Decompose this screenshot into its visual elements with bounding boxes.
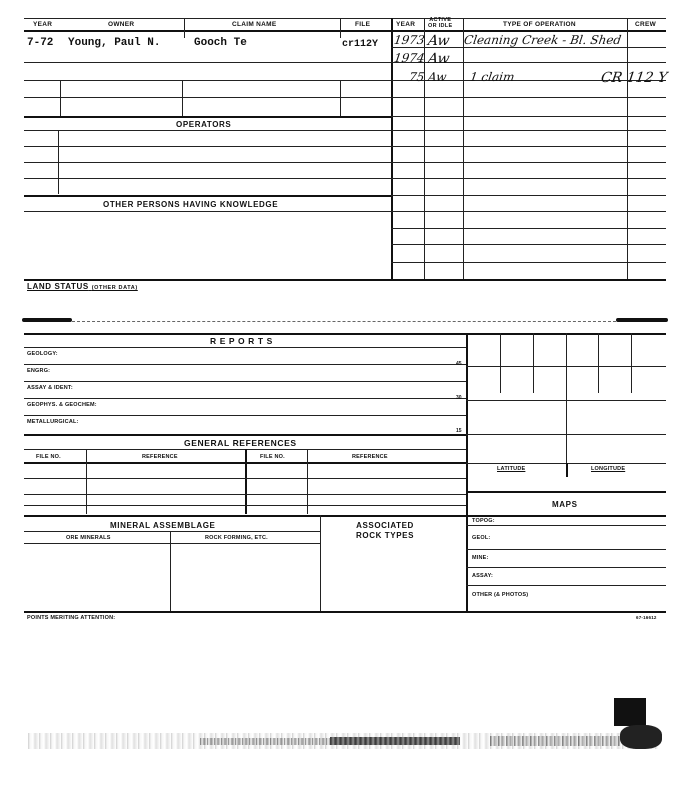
other-persons-heading: OTHER PERSONS HAVING KNOWLEDGE	[103, 200, 279, 209]
general-references-heading: GENERAL REFERENCES	[184, 438, 297, 448]
other-persons-top-rule	[24, 195, 391, 197]
col-rule-type-crew	[627, 18, 628, 280]
owner-rule-1	[24, 62, 391, 63]
log-rule-11	[391, 211, 666, 212]
maps-heading: MAPS	[552, 500, 578, 509]
log-bottom-rule	[24, 279, 666, 281]
report-margin-30: 30	[456, 395, 462, 401]
scan-dark-block	[614, 698, 646, 726]
other-persons-rule-1	[24, 211, 391, 212]
land-status-heading: LAND STATUS (OTHER DATA)	[27, 282, 138, 291]
log-row-2-status: Aw	[426, 51, 451, 67]
col-rule-owner-claim	[184, 18, 185, 38]
scan-smudge-right	[616, 318, 668, 322]
location-grid-h2	[466, 400, 666, 401]
maps-other: OTHER (& PHOTOS)	[472, 592, 529, 598]
maps-topog: TOPOG:	[472, 518, 495, 524]
reports-bottom-rule	[24, 434, 466, 436]
col-rule-file-log	[391, 18, 393, 280]
form-bottom-rule	[24, 611, 666, 613]
operators-rule-1	[24, 130, 391, 131]
general-references-col-ref-2: REFERENCE	[352, 454, 388, 460]
log-row-1-status: Aw	[426, 33, 451, 49]
maps-assay: ASSAY:	[472, 573, 494, 579]
owner-rule-2	[24, 80, 391, 81]
log-rule-6	[391, 130, 666, 131]
scan-smudge-left	[22, 318, 72, 322]
land-status-note: (OTHER DATA)	[91, 285, 138, 291]
log-row-3-year: 75	[408, 70, 426, 84]
report-margin-15: 15	[456, 428, 462, 434]
associated-rock-types-heading: ASSOCIATED ROCK TYPES	[356, 521, 415, 540]
header-claim-name: CLAIM NAME	[232, 21, 277, 28]
log-rule-12	[391, 228, 666, 229]
general-references-rule-1	[24, 478, 466, 479]
log-rule-4	[391, 97, 666, 98]
log-rule-8	[391, 162, 666, 163]
location-grid-v2	[533, 333, 534, 393]
col-rule-claim-file	[340, 18, 341, 38]
location-grid-v1	[500, 333, 501, 393]
reports-rule-0	[24, 347, 466, 348]
owner-box-left	[60, 80, 61, 116]
general-references-col-ref-1: REFERENCE	[142, 454, 178, 460]
mineral-associated-rule	[320, 515, 321, 611]
header-crew: CREW	[635, 21, 657, 28]
log-row-1-type: Cleaning Creek - Bl. Shed	[463, 33, 623, 47]
log-row-1-year: 1973	[393, 33, 426, 47]
mineral-assemblage-rule	[24, 531, 320, 532]
entry-year: 7-72	[27, 37, 54, 49]
log-row-2-year: 1974	[393, 51, 426, 65]
header-year-2: YEAR	[396, 21, 416, 28]
col-rule-status-type	[463, 18, 464, 280]
maps-rule-1	[466, 525, 666, 526]
operators-rule-2	[24, 146, 391, 147]
log-rule-5	[391, 116, 666, 117]
log-row-3-crew: CR 112 Y	[599, 70, 669, 86]
maps-rule-3	[466, 567, 666, 568]
reports-rule-2	[24, 381, 466, 382]
log-rule-14	[391, 262, 666, 263]
lat-long-divider	[566, 463, 568, 477]
log-row-3-type: 1 claim	[469, 70, 516, 84]
log-row-3-status: Aw	[427, 70, 448, 84]
owner-box-mid	[182, 80, 183, 116]
operators-left-rule	[58, 130, 59, 194]
report-assay-ident: ASSAY & IDENT:	[27, 385, 73, 391]
general-references-rule-2	[24, 494, 466, 495]
report-geology: GEOLOGY:	[27, 351, 58, 357]
report-metallurgical: METALLURGICAL:	[27, 419, 79, 425]
form-number: 67-16612	[636, 615, 657, 620]
scan-noise-right-band	[490, 736, 620, 746]
operators-rule-3	[24, 162, 391, 163]
general-references-col-file-1: FILE NO.	[36, 454, 61, 460]
header-owner: OWNER	[108, 21, 135, 28]
log-rule-10	[391, 195, 666, 196]
header-year: YEAR	[33, 21, 53, 28]
mineral-assemblage-sub-rule	[24, 543, 320, 544]
header-file: FILE	[355, 21, 371, 28]
scan-noise-mid-band	[200, 738, 330, 745]
header-bottom-rule	[24, 30, 666, 32]
operators-rule-4	[24, 178, 391, 179]
rock-forming-label: ROCK FORMING, ETC.	[205, 535, 268, 541]
report-geophys-geochem: GEOPHYS. & GEOCHEM:	[27, 402, 97, 408]
location-grid-h1	[466, 366, 666, 367]
location-grid-v5	[631, 333, 632, 393]
entry-claim-name: Gooch Te	[194, 37, 247, 49]
location-grid-v4	[598, 333, 599, 393]
mid-divider	[72, 321, 616, 322]
mineral-col-rule	[170, 531, 171, 611]
scan-noise-dark-band	[330, 737, 460, 745]
location-grid-v3	[566, 333, 567, 463]
maps-rule-4	[466, 585, 666, 586]
operators-top-rule	[24, 116, 391, 118]
maps-geol: GEOL:	[472, 535, 491, 541]
general-references-bottom-rule	[24, 515, 666, 517]
header-type-of-operation: TYPE OF OPERATION	[503, 21, 576, 28]
report-engrg: ENGRG:	[27, 368, 51, 374]
log-rule-7	[391, 146, 666, 147]
entry-file: cr112Y	[342, 39, 379, 50]
reports-heading: R E P O R T S	[210, 336, 273, 346]
operators-heading: OPERATORS	[176, 120, 232, 129]
header-top-rule	[24, 18, 666, 19]
location-grid-h3	[466, 434, 666, 435]
reports-right-rule	[466, 333, 468, 611]
ore-minerals-label: ORE MINERALS	[66, 535, 111, 541]
points-meriting-attention: POINTS MERITING ATTENTION:	[27, 615, 116, 621]
entry-owner: Young, Paul N.	[68, 37, 161, 49]
maps-mine: MINE:	[472, 555, 489, 561]
maps-rule-2	[466, 549, 666, 550]
scan-dark-blob	[620, 725, 662, 749]
mineral-assemblage-heading: MINERAL ASSEMBLAGE	[110, 521, 216, 530]
reports-rule-4	[24, 415, 466, 416]
report-margin-45: 45	[456, 361, 462, 367]
general-references-rule-3	[24, 505, 466, 506]
reports-top-rule	[24, 333, 666, 335]
header-active-or-idle: ACTIVE OR IDLE	[428, 17, 453, 29]
maps-top-rule	[466, 491, 666, 493]
longitude-label: LONGITUDE	[591, 466, 626, 472]
general-references-col-file-2: FILE NO.	[260, 454, 285, 460]
reports-rule-3	[24, 398, 466, 399]
owner-box-right	[340, 80, 341, 116]
log-rule-13	[391, 244, 666, 245]
reports-rule-1	[24, 364, 466, 365]
owner-rule-3	[24, 97, 391, 98]
log-rule-9	[391, 178, 666, 179]
latitude-label: LATITUDE	[497, 466, 526, 472]
